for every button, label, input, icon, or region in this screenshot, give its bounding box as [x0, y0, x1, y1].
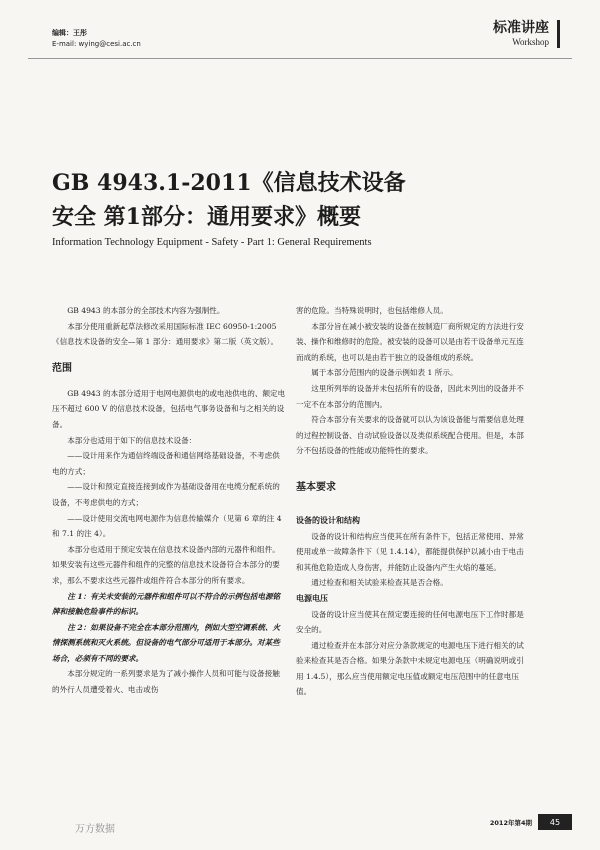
basic-requirements-heading: 基本要求	[296, 481, 336, 493]
editor-email: E-mail: wying@cesi.ac.cn	[52, 40, 141, 48]
paragraph: 这里所列举的设备并未包括所有的设备，因此未列出的设备并不一定不在本部分的范围内。	[296, 383, 524, 409]
article-title	[52, 166, 552, 234]
issue-label: 2012年第4期	[489, 818, 532, 827]
title-line-1: GB 4943.1-2011《信息技术设备	[52, 170, 406, 196]
section-tag	[493, 20, 560, 48]
scope-heading: 范围	[52, 362, 72, 374]
right-column	[296, 303, 530, 700]
paragraph: 设备的设计应当使其在预定要连接的任何电源电压下工作时都是安全的。	[296, 609, 524, 635]
paragraph: 设备的设计和结构应当使其在所有条件下，包括正常使用、异常使用或单一故障条件下（见 1.4.14），都能提供保护以减小由于电击和其他危险造成人身伤害，并能防止设备内产生火焰的蔓延。	[296, 531, 524, 572]
title-line-2: 安全 第1部分：通用要求》概要	[52, 204, 361, 230]
paragraph: 属于本部分范围内的设备示例如表 1 所示。	[311, 368, 458, 378]
paragraph: 符合本部分有关要求的设备就可以认为该设备能与需要信息处理的过程控制设备、自动试验设备以及类似系统配合使用。但是，本部分不包括设备的性能或功能特性的要求。	[296, 415, 524, 456]
page-number: 45	[538, 814, 572, 830]
paragraph: GB 4943 的本部分适用于电网电源供电的或电池供电的、额定电压不超过 600 V 的信息技术设备，包括电气事务设备和与之相关的设备。	[52, 388, 286, 429]
editor-info	[52, 28, 141, 50]
paragraph: 本部分也适用于如下的信息技术设备：	[67, 435, 197, 445]
note-paragraph: 注 1：有关未安装的元器件和组件可以不符合的示例包括电源铭牌和接触危险事件的标识。	[52, 591, 281, 617]
design-heading: 设备的设计和结构	[296, 515, 360, 525]
watermark: 万方数据	[75, 824, 115, 835]
paragraph: 通过检查和相关试验来检查其是否合格。	[311, 578, 448, 588]
paragraph: GB 4943 的本部分的全部技术内容为强制性。	[67, 306, 225, 315]
header-divider	[28, 58, 572, 59]
paragraph: 本部分使用重新起草法修改采用国际标准 IEC 60950-1:2005《信息技术设备的安全—第 1 部分：通用要求》第二版（英文版）。	[52, 321, 279, 347]
paragraph: 本部分规定的一系列要求是为了减小操作人员和可能与设备接触的外行人员遭受着火、电击或伤	[52, 669, 280, 695]
paragraph: 本部分也适用于预定安装在信息技术设备内部的元器件和组件。如果安装有这些元器件和组件的完整的信息技术设备符合本部分的要求，那么不要求这些元器件或组件符合本部分的所有要求。	[52, 544, 280, 585]
left-column	[52, 303, 286, 698]
page-footer	[490, 814, 572, 830]
list-item: ——设计用来作为通信终端设备和通信网络基础设备，不考虑供电的方式；	[52, 451, 280, 476]
list-item: ——设计和预定直接连接到或作为基础设备用在电缆分配系统的设备，不考虑供电的方式；	[52, 482, 280, 507]
section-title-cn: 标准讲座	[493, 20, 549, 36]
section-title-en: Workshop	[512, 37, 549, 47]
voltage-heading: 电源电压	[296, 593, 328, 603]
list-item: ——设计使用交流电网电源作为信息传输媒介（见第 6 章的注 4 和 7.1 的注 4）。	[52, 513, 282, 539]
editor-label: 编辑：王彤	[52, 29, 87, 37]
paragraph: 害的危险。当特殊说明时，也包括维修人员。	[296, 306, 448, 315]
article-subtitle: Information Technology Equipment - Safety - Part 1: General Requirements	[52, 237, 372, 248]
paragraph: 通过检查并在本部分对应分条款规定的电源电压下进行相关的试验来检查其是否合格。如果分条款中未规定电源电压（明确说明或引用 1.4.5），那么应当使用额定电压值或额定电压范围中的任意电压值。	[296, 640, 524, 697]
paragraph: 本部分旨在减小被安装的设备在按制造厂商所规定的方法进行安装、操作和维修时的危险。被安装的设备可以是由若干设备单元互连而成的系统，也可以是由若干独立的设备组成的系统。	[296, 321, 524, 362]
note-paragraph: 注 2：如果设备不完全在本部分范围内，例如大型空调系统、火情探测系统和灭火系统。但设备的电气部分可适用于本部分。对某些场合，必须有不同的要求。	[52, 622, 281, 663]
